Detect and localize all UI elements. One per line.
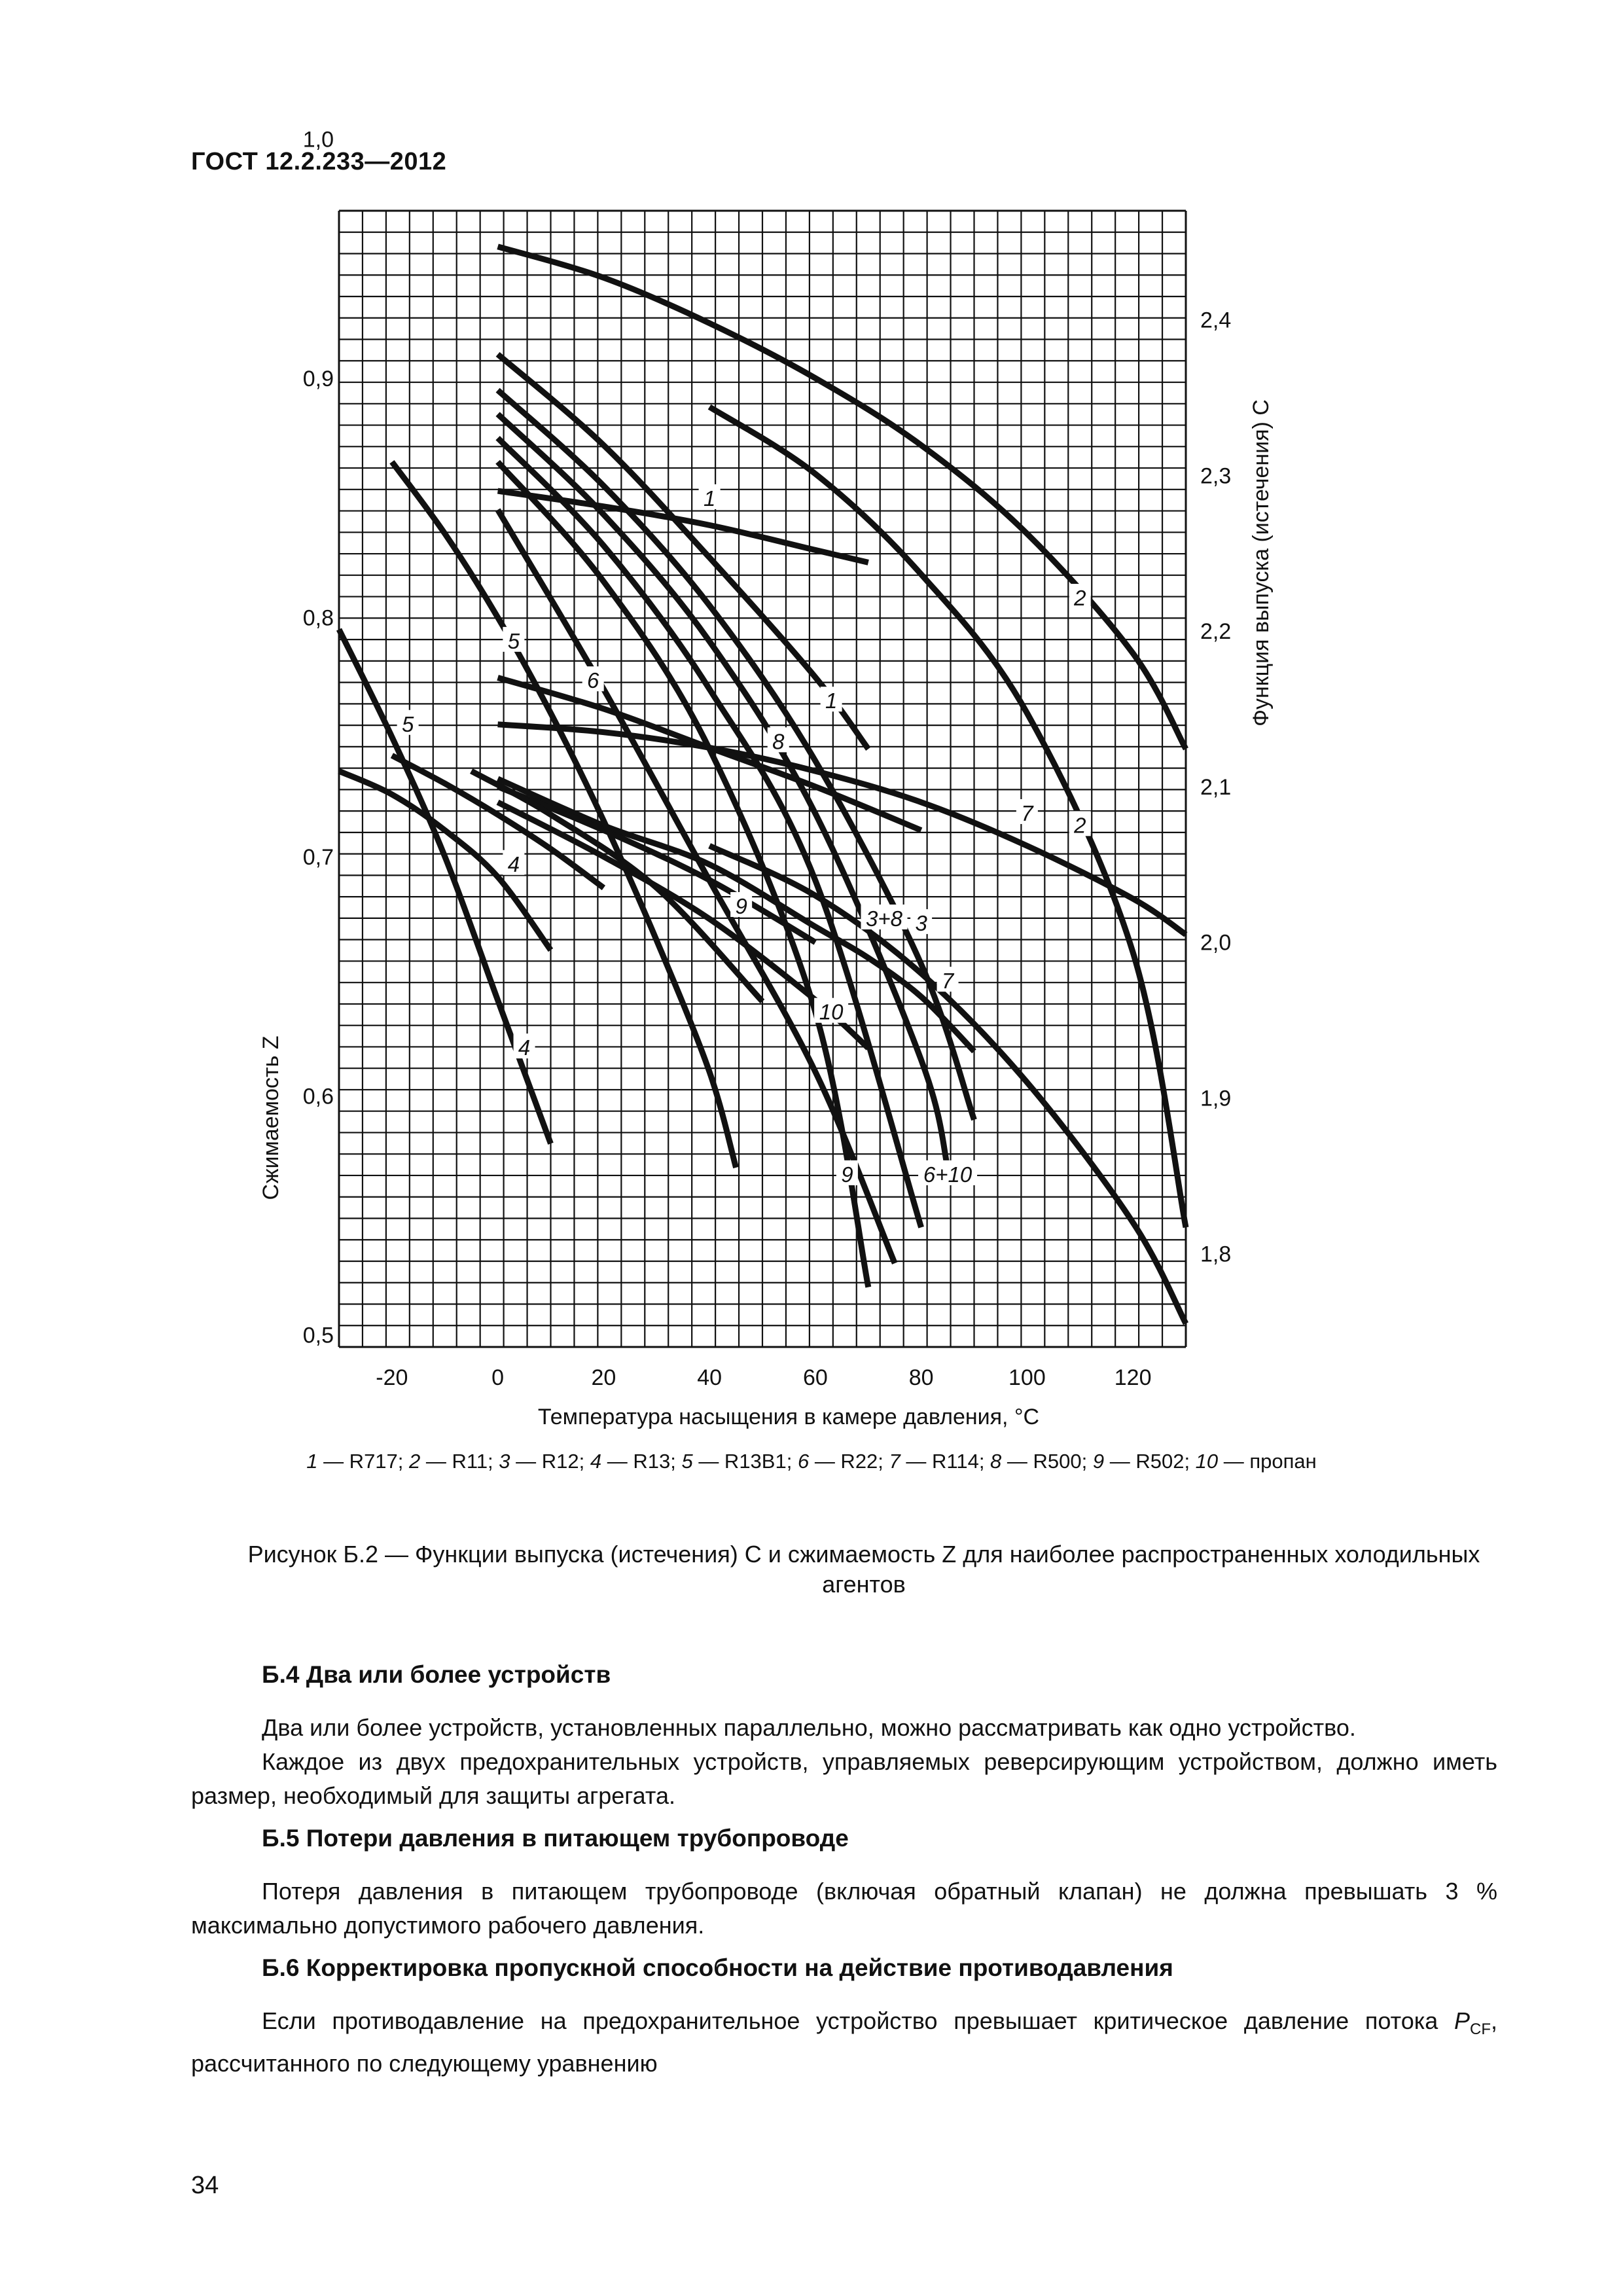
x-tick-label: 120 bbox=[1114, 1365, 1152, 1390]
c-axis-label: Функция выпуска (истечения) C bbox=[1249, 399, 1274, 726]
z-label-4: 4 bbox=[518, 1035, 531, 1060]
heading-b5: Б.5 Потери давления в питающем трубопроводе bbox=[262, 1825, 849, 1852]
z-curve-4 bbox=[339, 630, 551, 1144]
c-tick-label: 2,3 bbox=[1200, 463, 1232, 489]
x-tick-label: 60 bbox=[802, 1365, 828, 1390]
legend-num-8: 8 bbox=[990, 1450, 1002, 1473]
c-curve-5 bbox=[392, 755, 604, 888]
legend-text-9: — R502; bbox=[1104, 1450, 1196, 1473]
legend-text-5: — R13B1; bbox=[692, 1450, 798, 1473]
z-label-3: 3 bbox=[915, 911, 927, 936]
caption-line-1: Рисунок Б.2 — Функции выпуска (истечения) C и сжимаемость Z для наиболее распространенных холодильных bbox=[247, 1541, 1480, 1568]
x-axis-label: Температура насыщения в камере давления, °C bbox=[537, 1405, 1040, 1429]
z-label-9: 9 bbox=[841, 1162, 853, 1187]
z-tick-label: 0,7 bbox=[302, 844, 334, 870]
z-tick-label: 0,6 bbox=[302, 1084, 334, 1109]
x-tick-label: 80 bbox=[908, 1365, 934, 1390]
x-tick-label: 0 bbox=[491, 1365, 505, 1390]
c-tick-label: 2,0 bbox=[1200, 930, 1232, 956]
c-label-6: 6 bbox=[587, 668, 599, 693]
legend-num-6: 6 bbox=[797, 1450, 810, 1473]
legend-text-6: — R22; bbox=[809, 1450, 889, 1473]
z-tick-label: 0,5 bbox=[302, 1323, 334, 1348]
legend-num-3: 3 bbox=[499, 1450, 510, 1473]
legend-text-2: — R11; bbox=[420, 1450, 499, 1473]
legend-num-7: 7 bbox=[889, 1450, 901, 1473]
z-label-2: 2 bbox=[1074, 586, 1086, 611]
c-tick-label: 1,8 bbox=[1200, 1242, 1232, 1267]
c-label-5: 5 bbox=[401, 711, 414, 736]
c-label-4: 4 bbox=[507, 852, 520, 876]
legend-text-7: — R114; bbox=[900, 1450, 991, 1473]
c-label-2: 2 bbox=[1074, 813, 1086, 838]
c-label-3+8: 3+8 bbox=[866, 906, 903, 931]
paragraph-b6-1 bbox=[191, 2004, 1497, 2081]
legend-text-1: — R717; bbox=[317, 1450, 410, 1473]
z-label-8: 8 bbox=[772, 729, 785, 754]
legend-num-4: 4 bbox=[590, 1450, 602, 1473]
paragraph-b4-1: Два или более устройств, установленных параллельно, можно рассматривать как одно устройство. bbox=[262, 1714, 1356, 1741]
z-axis-label: Сжимаемость Z bbox=[259, 1035, 283, 1200]
b6-sub: CF bbox=[1469, 2020, 1491, 2039]
legend-num-5: 5 bbox=[681, 1450, 693, 1473]
x-tick-label: 20 bbox=[591, 1365, 616, 1390]
c-label-1: 1 bbox=[703, 486, 716, 511]
c-tick-label: 2,2 bbox=[1200, 619, 1232, 645]
page-number: 34 bbox=[191, 2172, 219, 2199]
figure-caption bbox=[216, 1539, 1512, 1600]
c-label-9: 9 bbox=[735, 894, 747, 919]
legend-text-3: — R12; bbox=[510, 1450, 590, 1473]
z-curve-7 bbox=[709, 407, 1186, 1228]
paragraph-b5-1: Потеря давления в питающем трубопроводе (включая обратный клапан) не должна превышать 3 % максимально допустимого рабочего давления. bbox=[191, 1878, 1497, 1939]
b6-var: P bbox=[1454, 2007, 1470, 2034]
b6-text-a: Если противодавление на предохранительное устройство превышает критическое давление потока bbox=[262, 2007, 1454, 2034]
x-tick-label: 40 bbox=[697, 1365, 722, 1390]
c-tick-label: 1,9 bbox=[1200, 1086, 1232, 1111]
legend-text-8: — R500; bbox=[1001, 1450, 1093, 1473]
z-label-1: 1 bbox=[825, 689, 838, 713]
legend-text-4: — R13; bbox=[601, 1450, 682, 1473]
legend-num-10: 10 bbox=[1195, 1450, 1219, 1473]
c-label-10: 10 bbox=[819, 999, 844, 1024]
z-label-5: 5 bbox=[507, 628, 520, 653]
legend-text-10: — пропан bbox=[1218, 1450, 1317, 1473]
paragraph-b4-2: Каждое из двух предохранительных устройств, управляемых реверсирующим устройством, должно иметь размер, необходимый для защиты агрегата. bbox=[191, 1748, 1497, 1809]
z-tick-label: 0,8 bbox=[302, 605, 334, 631]
legend-num-1: 1 bbox=[306, 1450, 318, 1473]
z-tick-label: 0,9 bbox=[302, 366, 334, 391]
c-label-7: 7 bbox=[941, 969, 954, 994]
x-tick-label: -20 bbox=[376, 1365, 408, 1390]
z-label-7: 7 bbox=[1021, 800, 1033, 825]
c-tick-label: 2,1 bbox=[1200, 774, 1232, 800]
legend-line bbox=[0, 1450, 1623, 1473]
b6-text-b: , рассчитанного по следующему уравнению bbox=[191, 2007, 1497, 2077]
x-tick-label: 100 bbox=[1008, 1365, 1046, 1390]
z-tick-label: 1,0 bbox=[302, 127, 334, 152]
heading-b6: Б.6 Корректировка пропускной способности на действие противодавления bbox=[262, 1954, 1173, 1981]
legend-num-2: 2 bbox=[409, 1450, 421, 1473]
page-header: ГОСТ 12.2.233—2012 bbox=[191, 148, 447, 175]
caption-line-2: агентов bbox=[822, 1571, 906, 1598]
c-tick-label: 2,4 bbox=[1200, 308, 1232, 333]
legend-num-9: 9 bbox=[1092, 1450, 1105, 1473]
heading-b4: Б.4 Два или более устройств bbox=[262, 1661, 611, 1688]
z-label-6+10: 6+10 bbox=[923, 1162, 972, 1187]
